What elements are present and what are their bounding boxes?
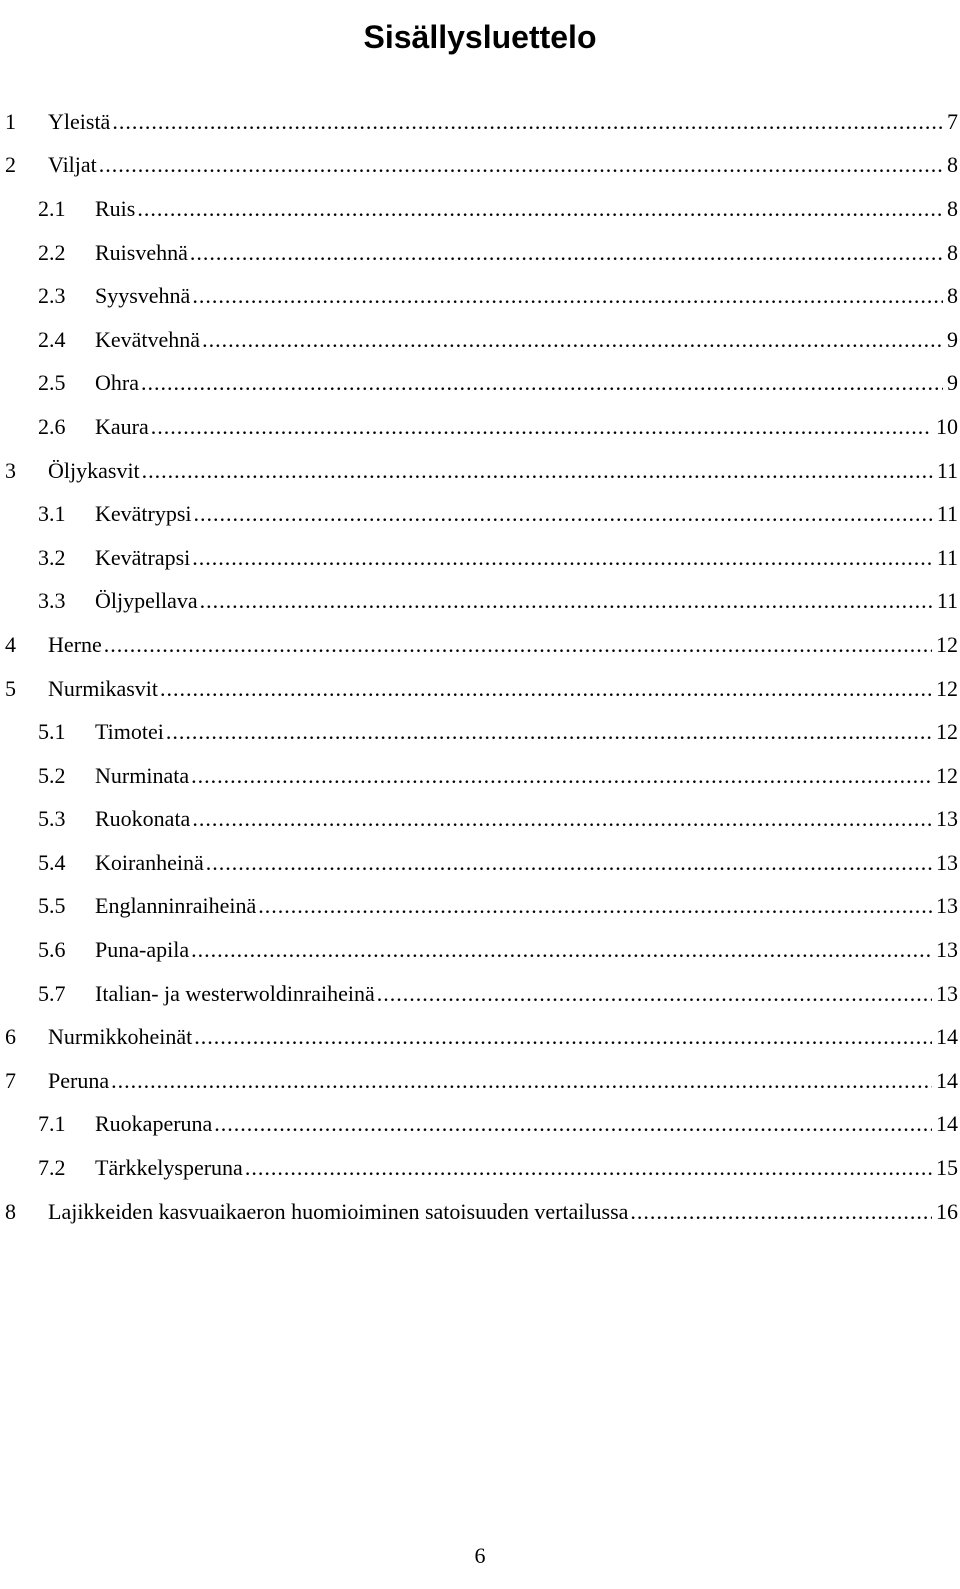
toc-dot-leader xyxy=(166,719,932,745)
toc-dot-leader xyxy=(194,501,933,527)
toc-entry-number: 6 xyxy=(5,1024,16,1050)
toc-entry-page: 10 xyxy=(936,413,958,439)
toc-entry-number: 5 xyxy=(5,675,16,701)
toc-entry-page: 13 xyxy=(936,980,958,1006)
toc-entry-page: 8 xyxy=(947,283,958,309)
toc-entry[interactable] xyxy=(5,187,958,231)
toc-entry-number: 7.2 xyxy=(38,1155,66,1181)
toc-entry-page: 8 xyxy=(947,239,958,265)
toc-entry-title: Tärkkelysperuna xyxy=(95,1155,243,1181)
toc-entry-title: Englanninraiheinä xyxy=(95,893,257,919)
toc-entry-page: 13 xyxy=(936,806,958,832)
toc-entry[interactable] xyxy=(5,754,958,798)
toc-entry-title: Kevätvehnä xyxy=(95,326,201,352)
toc-entry[interactable] xyxy=(5,885,958,929)
toc-entry-number: 5.5 xyxy=(38,893,66,919)
toc-dot-leader xyxy=(137,196,943,222)
toc-entry-title: Timotei xyxy=(95,719,164,745)
toc-dot-leader xyxy=(245,1155,932,1181)
toc-entry-title: Italian- ja westerwoldinraiheinä xyxy=(95,980,375,1006)
toc-dot-leader xyxy=(191,763,932,789)
toc-entry[interactable] xyxy=(5,449,958,493)
toc-entry[interactable] xyxy=(5,362,958,406)
toc-entry-page: 11 xyxy=(936,544,958,570)
toc-dot-leader xyxy=(142,458,933,484)
toc-dot-leader xyxy=(202,327,943,353)
toc-entry-number: 2.3 xyxy=(38,283,66,309)
toc-entry-number: 5.3 xyxy=(38,806,66,832)
toc-entry-number: 2.6 xyxy=(38,413,66,439)
toc-dot-leader xyxy=(141,370,943,396)
toc-entry[interactable] xyxy=(5,623,958,667)
toc-entry-page: 11 xyxy=(936,588,958,614)
toc-dot-leader xyxy=(111,1068,932,1094)
toc-entry-number: 2.2 xyxy=(38,239,66,265)
toc-entry-title: Nurmikkoheinät xyxy=(48,1024,193,1050)
toc-entry[interactable] xyxy=(5,972,958,1016)
toc-entry-page: 14 xyxy=(936,1024,958,1050)
toc-dot-leader xyxy=(194,1024,932,1050)
toc-entry-number: 5.6 xyxy=(38,937,66,963)
toc-entry-page: 14 xyxy=(936,1111,958,1137)
toc-entry-page: 8 xyxy=(947,195,958,221)
toc-entry[interactable] xyxy=(5,492,958,536)
toc-entry-title: Nurminata xyxy=(95,762,190,788)
toc-entry-title: Viljat xyxy=(48,152,97,178)
toc-entry-title: Puna-apila xyxy=(95,937,190,963)
toc-entry-number: 2 xyxy=(5,152,16,178)
toc-dot-leader xyxy=(192,545,933,571)
toc-entry-number: 5.2 xyxy=(38,762,66,788)
toc-entry[interactable] xyxy=(5,318,958,362)
toc-entry-page: 12 xyxy=(936,762,958,788)
toc-entry-title: Ruokonata xyxy=(95,806,191,832)
toc-entry-number: 5.1 xyxy=(38,719,66,745)
toc-entry[interactable] xyxy=(5,798,958,842)
toc-entry[interactable] xyxy=(5,536,958,580)
toc-entry-page: 12 xyxy=(936,719,958,745)
toc-entry[interactable] xyxy=(5,928,958,972)
toc-entry-number: 3 xyxy=(5,457,16,483)
toc-entry[interactable] xyxy=(5,100,958,144)
toc-entry-number: 2.5 xyxy=(38,370,66,396)
toc-entry-title: Kevätrapsi xyxy=(95,544,191,570)
toc-entry-page: 9 xyxy=(947,370,958,396)
toc-entry-title: Ruokaperuna xyxy=(95,1111,213,1137)
toc-dot-leader xyxy=(151,414,932,440)
toc-dot-leader xyxy=(104,632,932,658)
toc-entry-title: Ruisvehnä xyxy=(95,239,188,265)
toc-entry[interactable] xyxy=(5,1059,958,1103)
toc-entry-page: 11 xyxy=(936,457,958,483)
table-of-contents xyxy=(5,100,958,1233)
toc-dot-leader xyxy=(258,893,932,919)
toc-entry-number: 3.1 xyxy=(38,501,66,527)
toc-entry-number: 5.7 xyxy=(38,980,66,1006)
toc-entry-page: 7 xyxy=(947,108,958,134)
toc-dot-leader xyxy=(377,981,932,1007)
toc-entry-page: 12 xyxy=(936,675,958,701)
toc-entry[interactable] xyxy=(5,1015,958,1059)
page-title: Sisällysluettelo xyxy=(363,19,597,56)
toc-entry-number: 2.1 xyxy=(38,195,66,221)
toc-entry-title: Kevätrypsi xyxy=(95,501,192,527)
toc-entry-number: 3.3 xyxy=(38,588,66,614)
toc-entry[interactable] xyxy=(5,405,958,449)
toc-entry-page: 13 xyxy=(936,893,958,919)
toc-entry-title: Ruis xyxy=(95,195,136,221)
toc-entry-title: Nurmikasvit xyxy=(48,675,158,701)
toc-dot-leader xyxy=(99,152,943,178)
page-number: 6 xyxy=(474,1543,486,1568)
toc-entry-title: Syysvehnä xyxy=(95,283,191,309)
toc-entry-number: 8 xyxy=(5,1198,16,1224)
toc-entry-page: 11 xyxy=(936,501,958,527)
toc-entry-title: Peruna xyxy=(48,1067,110,1093)
toc-dot-leader xyxy=(190,240,943,266)
toc-dot-leader xyxy=(206,850,932,876)
toc-entry-page: 12 xyxy=(936,631,958,657)
toc-entry-number: 7.1 xyxy=(38,1111,66,1137)
toc-entry-number: 1 xyxy=(5,108,16,134)
toc-entry[interactable] xyxy=(5,231,958,275)
toc-dot-leader xyxy=(192,283,943,309)
toc-entry[interactable] xyxy=(5,580,958,624)
toc-entry-title: Lajikkeiden kasvuaikaeron huomioiminen satoisuuden vertailussa xyxy=(48,1198,629,1224)
toc-entry-page: 15 xyxy=(936,1155,958,1181)
toc-entry-title: Koiranheinä xyxy=(95,849,204,875)
toc-entry-page: 16 xyxy=(936,1198,958,1224)
toc-entry-page: 9 xyxy=(947,326,958,352)
toc-dot-leader xyxy=(192,806,932,832)
toc-entry-number: 7 xyxy=(5,1067,16,1093)
toc-entry[interactable] xyxy=(5,1146,958,1190)
toc-entry-title: Herne xyxy=(48,631,102,657)
toc-dot-leader xyxy=(191,937,932,963)
toc-entry-title: Öljypellava xyxy=(95,588,198,614)
toc-entry-number: 2.4 xyxy=(38,326,66,352)
toc-entry[interactable] xyxy=(5,710,958,754)
toc-entry[interactable] xyxy=(5,1103,958,1147)
toc-entry-title: Kaura xyxy=(95,413,149,439)
toc-dot-leader xyxy=(160,676,932,702)
toc-entry-title: Ohra xyxy=(95,370,139,396)
toc-dot-leader xyxy=(214,1111,932,1137)
toc-entry-page: 13 xyxy=(936,937,958,963)
toc-entry[interactable] xyxy=(5,667,958,711)
toc-entry-page: 14 xyxy=(936,1067,958,1093)
toc-entry-number: 3.2 xyxy=(38,544,66,570)
toc-dot-leader xyxy=(630,1199,932,1225)
toc-entry-number: 5.4 xyxy=(38,849,66,875)
toc-dot-leader xyxy=(112,109,943,135)
toc-entry-number: 4 xyxy=(5,631,16,657)
toc-entry[interactable] xyxy=(5,144,958,188)
toc-dot-leader xyxy=(200,588,933,614)
toc-entry[interactable] xyxy=(5,1190,958,1234)
toc-entry-page: 8 xyxy=(947,152,958,178)
toc-entry[interactable] xyxy=(5,274,958,318)
toc-entry[interactable] xyxy=(5,841,958,885)
toc-entry-page: 13 xyxy=(936,849,958,875)
toc-entry-title: Yleistä xyxy=(48,108,111,134)
toc-entry-title: Öljykasvit xyxy=(48,457,140,483)
